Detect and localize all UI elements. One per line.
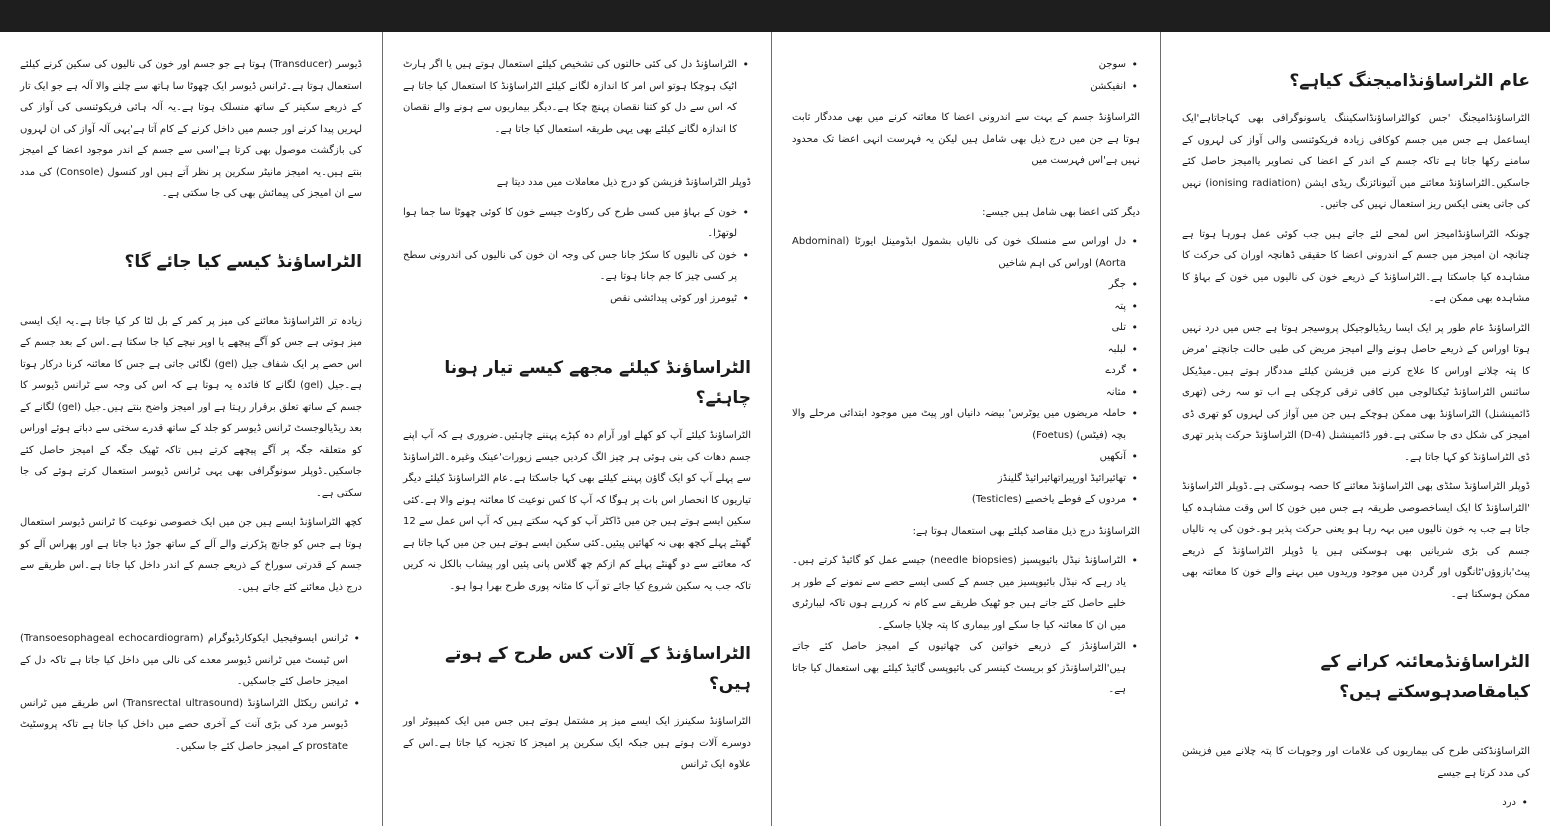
paragraph: کچھ الٹراساؤنڈ ایسے ہیں جن میں ایک خصوصی نوعیت کا ٹرانس ڈیوسر استعمال ہوتا ہے جس کو جانچ پڑکرنے والے آلے کے ساتھ جوڑ دیا جاتا ہے اور پھراس آلے کو جسم کے قدرتی سوراخ کے ذریعے جسم کے اندر داخل کیا جاتا ہے۔اس طریقے سے درج ذیل معائنے کئے جاتے ہیں۔	[20, 517, 362, 593]
bullet-list	[792, 550, 1140, 701]
list-item: • الٹراساؤنڈ نیڈل بائیوپسیز (needle biopsies) جیسے عمل کو گائیڈ کرتے ہیں۔یاد رہے کہ نیڈل بائیوپسیز میں جسم کے کسی ایسے حصے سے نمونے کے طور پر خلیے حاصل کئے جاتے ہیں جو ٹھیک طریقے سے کام نہ کررہے ہوں تاکہ لیبارٹری میں ان کا معائنہ کیا جا سکے اور بیماری کا پتہ چلایا جاسکے۔	[792, 550, 1126, 636]
spacer	[1182, 613, 1530, 635]
list-item: • خون کے بہاؤ میں کسی طرح کی رکاوٹ جیسے خون کا کوئی چھوٹا سا جما ہوا لوتھڑا۔	[403, 202, 737, 245]
paragraph: الٹراساؤنڈ عام طور پر ایک ایسا ریڈیالوجیکل پروسیجر ہوتا ہے جس میں درد نہیں ہوتا اوراس کے ذریعے حاصل ہونے والے امیجز مریض کی طبی حالت جانچنے 'مرض کا پتہ چلانے اوراس کا علاج کرنے میں فزیشن کیلئے مددگار ہوتے ہیں۔میڈیکل سائنس الٹراساؤنڈ ٹیکنالوجی میں کافی ترقی کرچکی ہے اب تو سہ رخی (تھری ڈائمینشنل) الٹراساؤنڈ بھی ممکن ہوچکے ہیں جن میں آواز کی لہروں کو تھری ڈی امیجز کی شکل دی جا سکتی ہے۔فور ڈائمینشنل (4-D) الٹراساؤنڈ حرکت پذیر تھری ڈی الٹراساؤنڈ کو کہا جاتا ہے۔	[1182, 322, 1530, 463]
column-3	[383, 32, 771, 826]
paragraph: چونکہ الٹراساؤنڈامیجز اس لمحے لئے جاتے ہیں جب کوئی عمل ہورہا ہوتا ہے چنانچہ ان امیجز میں جسم کے اندرونی اعضا کا حقیقی ڈھانچہ اوران کی حرکت کا مشاہدہ کیا جاسکتا ہے۔الٹراساؤنڈ کے ذریعے خون کی نالیوں میں خون کے بہاؤ کا مشاہدہ بھی ممکن ہے۔	[1182, 228, 1530, 304]
list-item: • درد	[1182, 792, 1516, 814]
paragraph: الٹراساؤنڈ سکینرز ایک ایسے میز پر مشتمل ہوتے ہیں جس میں ایک کمپیوٹر اور دوسرے آلات ہوتے ہیں جبکہ ایک سکرین پر امیجز کا تجزیہ کیا جاتا ہے۔اس کے علاوہ ایک ٹرانس	[403, 716, 751, 770]
list-item: • سوجن	[792, 54, 1126, 76]
list-item: • تلی	[792, 317, 1126, 339]
list-item: • آنکھیں	[792, 446, 1126, 468]
spacer	[20, 213, 362, 235]
paragraph: الٹراساؤنڈامیجنگ 'جس کوالٹراساؤنڈاسکیننگ یاسونوگرافی بھی کہاجاتاہے'ایک ایساعمل ہے جس میں جسم کوکافی زیادہ فریکوئنسی والی آواز کی لہروں کے سامنے رکھا جاتا ہے تاکہ جسم کے اندر کے اعضا کی تصاویر یاامیجز حاصل کئے جاسکیں۔الٹراساؤنڈ معائنے میں آئیونائزنگ ریڈی ایشن (ionising radiation) نہیں کی جاتی یعنی ایکس ریز استعمال نہیں کی جاتیں۔	[1182, 113, 1530, 210]
column-divider	[382, 32, 383, 826]
section-heading: الٹراساؤنڈ کے آلات کس طرح کے ہوتے ہیں؟	[445, 644, 751, 694]
spacer	[20, 606, 362, 628]
bullet-list	[20, 628, 362, 757]
list-item: • الٹراساؤنڈ دل کی کئی حالتوں کی تشخیص کیلئے استعمال ہوتے ہیں یا اگر ہارٹ اٹیک ہوچکا ہوتو اس امر کا اندازہ لگانے کیلئے الٹراساؤنڈ کا استعمال کیا جاتا ہے کہ اس سے دل کو کتنا نقصان پہنچ چکا ہے۔دیگر بیماریوں سے ہونے والے نقصان کا اندازہ لگانے کیلئے بھی یہی طریقہ استعمال کیا جاتا ہے۔	[403, 54, 737, 140]
paragraph: الٹراساؤنڈ درج ذیل مقاصد کیلئے بھی استعمال ہوتا ہے:	[912, 525, 1140, 537]
paragraph: الٹراساؤنڈ کیلئے آپ کو کھلے اور آرام دہ کپڑے پہننے چاہئیں۔ضروری ہے کہ آپ اپنے جسم دھات کی بنی ہوئی ہر چیز الگ کردیں جیسے زیورات'عینک وغیرہ۔الٹراساؤنڈ سے پہلے آپ کو ایک گاؤن پہننے کیلئے بھی کہا جاسکتا ہے۔عام الٹراساؤنڈ کیلئے دیگر تیاریوں کا انحصار اس بات پر ہوگا کہ آپ کا کس نوعیت کا معائنہ ہونے والا ہے۔کئی سکین ایسے ہوتے ہیں جن میں ڈاکٹر آپ کو کہہ سکتے ہیں کہ آپ اس عمل سے 12 گھنٹے پہلے کچھ بھی نہ کھائیں پیئیں۔کئی سکین ایسے ہوتے ہیں جن میں کہا جاتا ہے کہ معائنے سے دو گھنٹے پہلے کم ازکم چھ گلاس پانی پئیں اور پیشاب بالکل نہ کریں تاکہ جب یہ سکین شروع کیا جائے تو آپ کا مثانہ پوری طرح بھرا ہوا ہو۔	[403, 430, 751, 592]
spacer	[403, 150, 751, 172]
list-item: • گردے	[792, 360, 1126, 382]
spacer	[20, 289, 362, 311]
list-item: • الٹراساؤنڈز کے ذریعے خواتین کی چھاتیوں کے امیجز حاصل کئے جاتے ہیں'الٹراساؤنڈز کو بریسٹ کینسر کی بائیوپسی گائیڈ کیلئے بھی استعمال کیا جاتا ہے۔	[792, 636, 1126, 701]
list-item: • حاملہ مریضوں میں یوٹرس' بیضہ دانیاں اور پیٹ میں موجود ابتدائی مرحلے والا بچہ (فیٹس) (Foetus)	[792, 403, 1126, 446]
spacer	[403, 605, 751, 627]
column-divider	[1160, 32, 1161, 826]
column-divider	[771, 32, 772, 826]
spacer	[403, 319, 751, 341]
paragraph: ڈوپلر الٹراساؤنڈ سٹڈی بھی الٹراساؤنڈ معائنے کا حصہ ہوسکتی ہے۔ڈوپلر الٹراساؤنڈ 'الٹراساؤنڈ کا ایک ایساخصوصی طریقہ ہے جس میں خون کا اس وقت مشاہدہ کیا جاتا ہے جب یہ خون نالیوں میں بہہ رہا ہو یعنی حرکت پذیر ہو۔خون کی یہ نالیاں جسم کی بڑی شریانیں بھی ہوسکتی ہیں یا ڈوپلر الٹراساؤنڈ کے ذریعے پیٹ'بازوؤں'ٹانگوں اور گردن میں موجود وریدوں میں بہنے والے خون کا معائنہ بھی ممکن ہوسکتا ہے۔	[1182, 481, 1530, 600]
paragraph: الٹراساؤنڈکئی طرح کی بیماریوں کی علامات اور وجوہات کا پتہ چلانے میں فزیشن کی مدد کرتا ہے جیسے	[1182, 746, 1530, 779]
paragraph: ڈوپلر الٹراساؤنڈ فزیشن کو درج ذیل معاملات میں مدد دیتا ہے	[496, 177, 751, 188]
list-item: • انفیکشن	[792, 76, 1126, 98]
column-4	[0, 32, 382, 826]
list-item: • لبلبہ	[792, 339, 1126, 361]
paragraph: دیگر کئی اعضا بھی شامل ہیں جیسے:	[982, 206, 1140, 218]
bullet-list	[1182, 792, 1530, 814]
list-item: • خون کی نالیوں کا سکڑ جانا جس کی وجہ ان خون کی نالیوں کی اندرونی سطح پر کسی چیز کا جم جانا ہوتا ہے۔	[403, 245, 737, 288]
spacer	[1182, 719, 1530, 741]
column-2	[772, 32, 1160, 826]
list-item: • تھائیرائیڈ اورپیراتھائیرائیڈ گلینڈز	[792, 468, 1126, 490]
section-heading: الٹراساؤنڈ کیلئے مجھے کیسے تیار ہونا چاہئے؟	[444, 358, 751, 408]
section-heading: عام الٹراساؤنڈامیجنگ کیاہے؟	[1289, 71, 1530, 91]
bullet-list	[403, 202, 751, 310]
paragraph: ڈیوسر (Transducer) ہوتا ہے جو جسم اور خون کی نالیوں کی سکین کرنے کیلئے استعمال ہوتا ہے۔ٹرانس ڈیوسر ایک چھوٹا سا ہاتھ سے چلنے والا آلہ ہے جو ایک تار کے ذریعے سکینر کے ساتھ منسلک ہوتا ہے۔یہ آلہ ہائی فریکوئنسی کی آواز کی لہریں پیدا کرنے اور جسم میں داخل کرنے کے کام آتا ہے'یہی آلہ آواز کی ان لہروں کی بازگشت موصول بھی کرتا ہے'اسی سے جسم کے اندر موجود اعضا کے امیجز بنتے ہیں۔یہ امیجز مانیٹر سکرین پر نظر آتے ہیں اور کنسول (Console) کی مدد سے ان امیجز کی پیمائش بھی کی جا سکتی ہے۔	[20, 59, 362, 199]
paragraph: زیادہ تر الٹراساؤنڈ معائنے کی میز پر کمر کے بل لٹا کر کیا جاتا ہے۔یہ ایک ایسی میز ہوتی ہے جس کو آگے پیچھے یا اوپر نیچے کیا جا سکتا ہے۔اس کے بعد جسم کے اس حصے پر ایک شفاف جیل (gel) لگائی جاتی ہے جس کا معائنہ کرنا درکار ہوتا ہے۔جیل (gel) لگانے کا فائدہ یہ ہوتا ہے کہ اس کی وجہ سے ٹرانس ڈیوسر کا جسم کے ساتھ تعلق برقرار رہتا ہے اور امیجز واضح بنتے ہیں۔جیل (gel) لگانے کے بعد ریڈیالوجسٹ ٹرانس ڈیوسر کو جلد کے ساتھ قدرے سختی سے دباتے ہوئے اوراس کو متعلقہ جگہ پر آگے پیچھے کرتے ہیں تاکہ ٹھیک جگہ کے امیجز حاصل کئے جاسکیں۔ڈوپلر سونوگرافی بھی یہی ٹرانس ڈیوسر استعمال کرتے ہوئے کی جا سکتی ہے۔	[20, 315, 363, 499]
spacer	[792, 180, 1140, 202]
list-item: • مثانہ	[792, 382, 1126, 404]
section-heading: الٹراساؤنڈمعائنہ کرانے کے کیامقاصدہوسکتے ہیں؟	[1320, 652, 1530, 702]
list-item: • جگر	[792, 274, 1126, 296]
top-banner	[0, 0, 1550, 32]
list-item: • دل اوراس سے منسلک خون کی نالیاں بشمول ابڈومینل ایورٹا (Abdominal Aorta) اوراس کی اہم شاخیں	[792, 231, 1126, 274]
section-heading: الٹراساؤنڈ کیسے کیا جائے گا؟	[124, 251, 362, 272]
bullet-list	[792, 54, 1140, 97]
list-item: • ٹرانس ایسوفیجیل ایکوکارڈیوگرام (Transoesophageal echocardiogram) اس ٹیسٹ میں ٹرانس ڈیوسر معدے کی نالی میں داخل کیا جاتا ہے تاکہ دل کے امیجز حاصل کئے جاسکیں۔	[20, 628, 348, 693]
column-1	[1162, 32, 1550, 826]
list-item: • ٹرانس ریکٹل الٹراساؤنڈ (Transrectal ultrasound) اس طریقے میں ٹرانس ڈیوسر مرد کی بڑی آنت کے آخری حصے میں داخل کیا جاتا ہے تاکہ پروسٹیٹ prostate کے امیجز حاصل کئے جا سکیں۔	[20, 693, 348, 758]
bullet-list	[792, 231, 1140, 511]
bullet-list	[403, 54, 751, 140]
list-item: • ٹیومرز اور کوئی پیدائشی نقص	[403, 288, 737, 310]
list-item: • پتہ	[792, 296, 1126, 318]
list-item: • مردوں کے فوطے یاخصیے (Testicles)	[792, 489, 1126, 511]
paragraph: الٹراساؤنڈ جسم کے بہت سے اندرونی اعضا کا معائنہ کرنے میں بھی مددگار ثابت ہوتا ہے جن میں درج ذیل بھی شامل ہیں لیکن یہ فہرست انہی اعضا تک محدود نہیں ہے'اس فہرست میں	[792, 112, 1140, 166]
